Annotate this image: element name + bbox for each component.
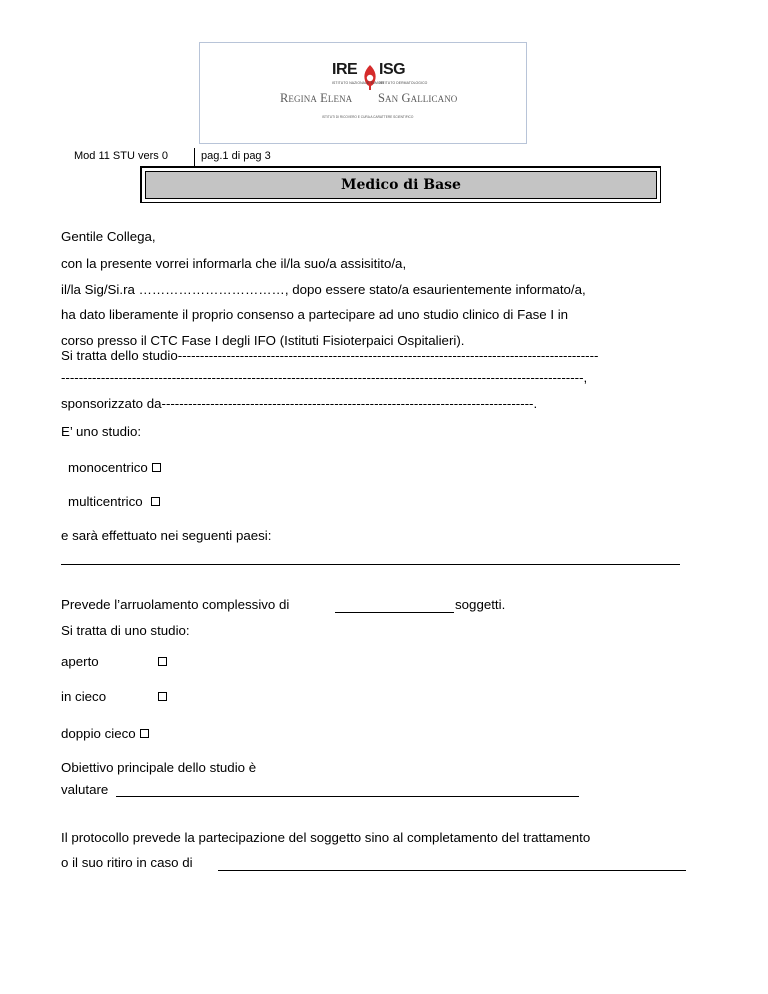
objective-label: Obiettivo principale dello studio è — [61, 760, 257, 775]
protocol-line: Il protocollo prevede la partecipazione del soggetto sino al completamento del trattamento — [61, 830, 591, 845]
countries-field[interactable] — [61, 564, 680, 565]
enrollment-line — [61, 597, 289, 613]
withdrawal-field[interactable] — [218, 870, 686, 871]
enrollment-count-field[interactable] — [335, 612, 454, 613]
objective-field[interactable] — [116, 796, 579, 797]
sponsor-line: sponsorizzato da------------------------------------------------------------------------------------. — [61, 396, 538, 411]
double-blind-checkbox[interactable] — [140, 729, 149, 738]
option-double-blind[interactable] — [61, 726, 149, 742]
blinding-label: Si tratta di uno studio: — [61, 623, 190, 638]
multicentric-checkbox[interactable] — [151, 497, 160, 506]
page-number: pag.1 di pag 3 — [201, 150, 271, 162]
institute-logo — [199, 42, 527, 144]
evaluate-label: valutare — [61, 782, 109, 797]
option-monocentric[interactable] — [68, 460, 161, 476]
study-line-cont: ----------------------------------------------------------------------------------------------------------------------, — [61, 370, 588, 385]
logo-abbr-left: IRE — [332, 61, 358, 78]
logo-name-left: Regina Elena — [280, 91, 353, 105]
logo-mark — [280, 61, 458, 133]
option-open-label: aperto — [61, 654, 99, 669]
option-multicentric[interactable] — [68, 494, 160, 510]
logo-footer: ISTITUTI DI RICOVERO E CURA A CARATTERE SCIENTIFICO — [322, 115, 414, 119]
logo-name-right: San Gallicano — [378, 91, 458, 105]
header-divider — [194, 148, 195, 166]
center-line: corso presso il CTC Fase I degli IFO (Istituti Fisioterpaici Ospitalieri). — [61, 333, 465, 348]
page-title: Medico di Base — [341, 177, 461, 193]
form-code: Mod 11 STU vers 0 — [74, 150, 168, 162]
logo-abbr-right: ISG — [379, 61, 406, 78]
monocentric-checkbox[interactable] — [152, 463, 161, 472]
consent-line: ha dato liberamente il proprio consenso a partecipare ad uno studio clinico di Fase I in — [61, 307, 569, 322]
enrollment-unit: soggetti. — [455, 597, 506, 612]
open-checkbox[interactable] — [158, 657, 167, 666]
withdrawal-label: o il suo ritiro in caso di — [61, 855, 193, 870]
logo-small-left: ISTITUTO NAZIONALE TUMORI — [332, 81, 385, 85]
study-type-label: E’ uno studio: — [61, 424, 142, 439]
option-double-blind-label: doppio cieco — [61, 726, 136, 741]
greeting: Gentile Collega, — [61, 229, 156, 244]
option-multicentric-label: multicentrico — [68, 494, 143, 509]
title-bar — [140, 166, 661, 203]
enrollment-label: Prevede l’arruolamento complessivo di — [61, 597, 290, 612]
countries-label: e sarà effettuato nei seguenti paesi: — [61, 528, 272, 543]
intro-line: con la presente vorrei informarla che il/la suo/a assisitito/a, — [61, 256, 407, 271]
patient-line: il/la Sig/Si.ra ……………………………, dopo essere stato/a esaurientemente informato/a, — [61, 282, 586, 297]
option-monocentric-label: monocentrico — [68, 460, 148, 475]
study-line: Si tratta dello studio----------------------------------------------------------------------------------------------- — [61, 348, 599, 363]
blind-checkbox[interactable] — [158, 692, 167, 701]
logo-emblem-icon — [360, 63, 380, 91]
option-blind-label: in cieco — [61, 689, 107, 704]
logo-small-right: ISTITUTO DERMATOLOGICO — [379, 81, 428, 85]
